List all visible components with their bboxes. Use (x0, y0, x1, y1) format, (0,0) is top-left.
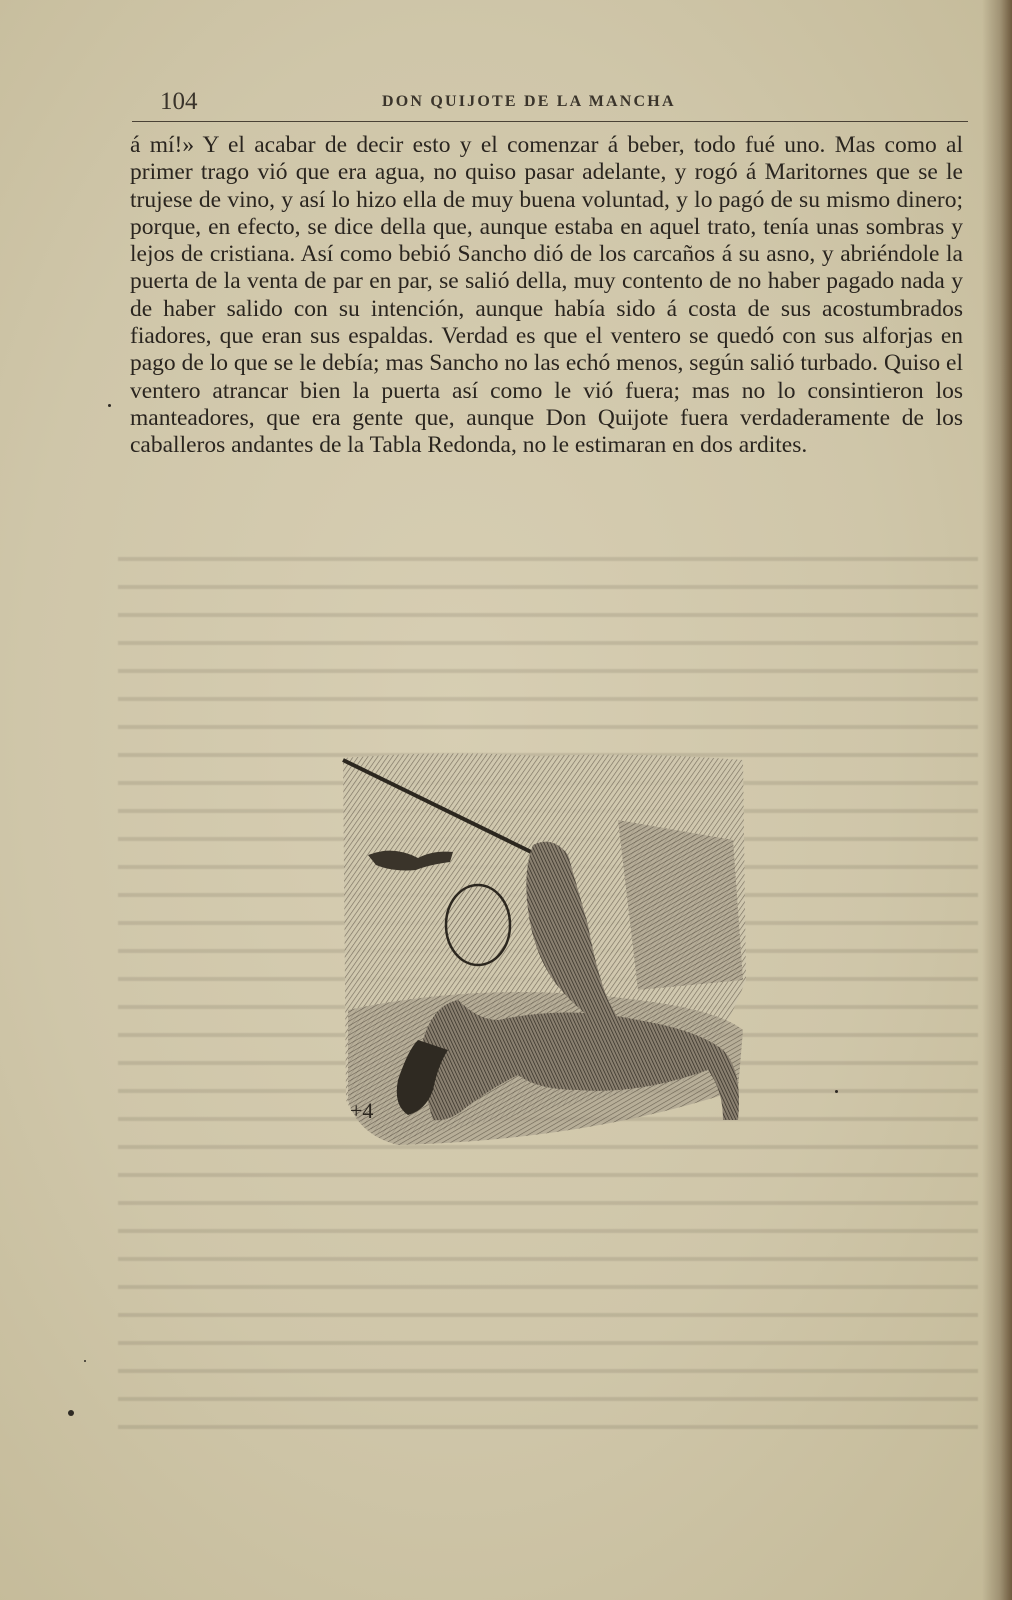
header-rule (132, 121, 968, 122)
artist-monogram: +4 (350, 1098, 374, 1123)
binding-edge (982, 0, 1012, 1600)
building (618, 820, 743, 990)
running-title: DON QUIJOTE DE LA MANCHA (382, 93, 676, 110)
page-number: 104 (160, 88, 198, 115)
engraving-illustration (338, 750, 750, 1150)
page-header (160, 88, 980, 118)
shield (446, 885, 510, 965)
paragraph: á mí!» Y el acabar de decir esto y el comenzar á beber, todo fué uno. Mas como al primer trago vió que era agua, no quiso pasar adelante, y rogó á Maritornes que se le trujese de vino, y así lo hizo ella de muy buena voluntad, y lo pagó de su mismo dinero; porque, en efecto, se dice della que, aunque estaba en aquel trato, tenía unas sombras y lejos de cristiana. Así como bebió Sancho dió de los carcaños á su asno, y abriéndole la puerta de la venta de par en par, se salió della, muy contento de no haber pagado nada y de haber salido con su intención, aunque había sido á costa de sus acostumbrados fiadores, que eran sus espaldas. Verdad es que el ventero se quedó con sus alforjas en pago de lo que se le debía; mas Sancho no las echó menos, según salió turbado. Quiso el ventero atrancar bien la puerta así como le vió fuera; mas no lo consintieron los manteadores, que era gente que, aunque Don Quijote fuera verdaderamente de los caballeros andantes de la Tabla Redonda, no le estimaran en dos ardites. (130, 132, 963, 459)
body-text (130, 132, 963, 460)
